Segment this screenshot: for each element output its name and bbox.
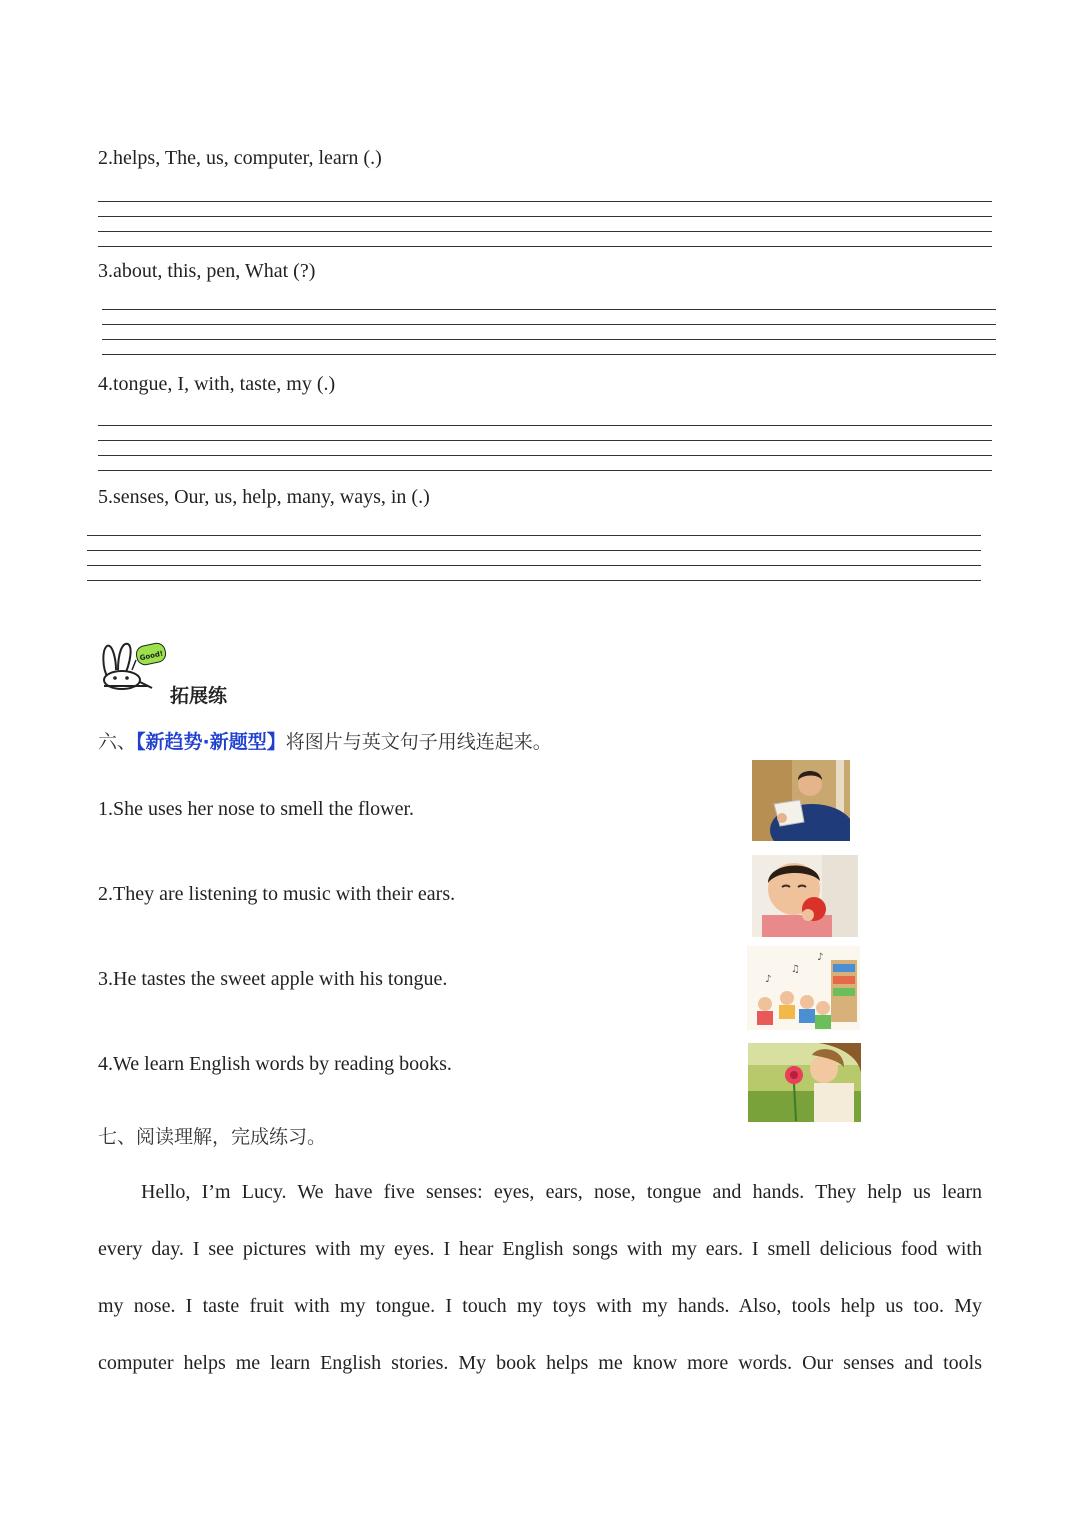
passage-line-1: Hello, I’m Lucy. We have five senses: eyes, ears, nose, tongue and hands. They help us learn: [141, 1181, 982, 1203]
svg-text:♫: ♫: [791, 964, 800, 975]
question-4: 4.tongue, I, with, taste, my (.): [98, 373, 336, 395]
svg-text:♪: ♪: [817, 952, 824, 963]
match-sentence-1: 1.She uses her nose to smell the flower.: [98, 798, 415, 820]
man-reading-picture[interactable]: [752, 760, 850, 841]
question-5: 5.senses, Our, us, help, many, ways, in (.): [98, 486, 430, 508]
question-2: 2.helps, The, us, computer, learn (.): [98, 147, 382, 169]
match-sentence-2: 2.They are listening to music with their ears.: [98, 883, 456, 905]
reading-passage: [98, 1164, 982, 1392]
section6-heading: [98, 727, 552, 754]
kids-music-picture[interactable]: [747, 946, 860, 1030]
match-sentence-3: 3.He tastes the sweet apple with his tongue.: [98, 968, 448, 990]
svg-text:♪: ♪: [765, 974, 772, 985]
match-sentence-4: 4.We learn English words by reading books.: [98, 1053, 452, 1075]
section6-num: 六、: [98, 731, 137, 753]
section6-tag: 【新趋势·新题型】: [136, 731, 286, 753]
good-badge-text: Good!: [139, 649, 164, 663]
girl-flower-picture[interactable]: [748, 1043, 861, 1122]
passage-line-2: every day. I see pictures with my eyes. I hear English songs with my ears. I smell delicious food with: [98, 1238, 982, 1260]
section6-instruction: 将图片与英文句子用线连起来。: [285, 731, 552, 753]
section7-heading: 七、阅读理解，完成练习。: [98, 1126, 327, 1148]
section-extend-title: 拓展练: [170, 685, 228, 707]
question-3: 3.about, this, pen, What (?): [98, 260, 316, 282]
passage-line-3: my nose. I taste fruit with my tongue. I touch my toys with my hands. Also, tools help us too. My: [98, 1295, 982, 1317]
child-apple-picture[interactable]: [752, 855, 858, 937]
passage-line-4: computer helps me learn English stories. My book helps me know more words. Our senses and tools: [98, 1352, 982, 1374]
